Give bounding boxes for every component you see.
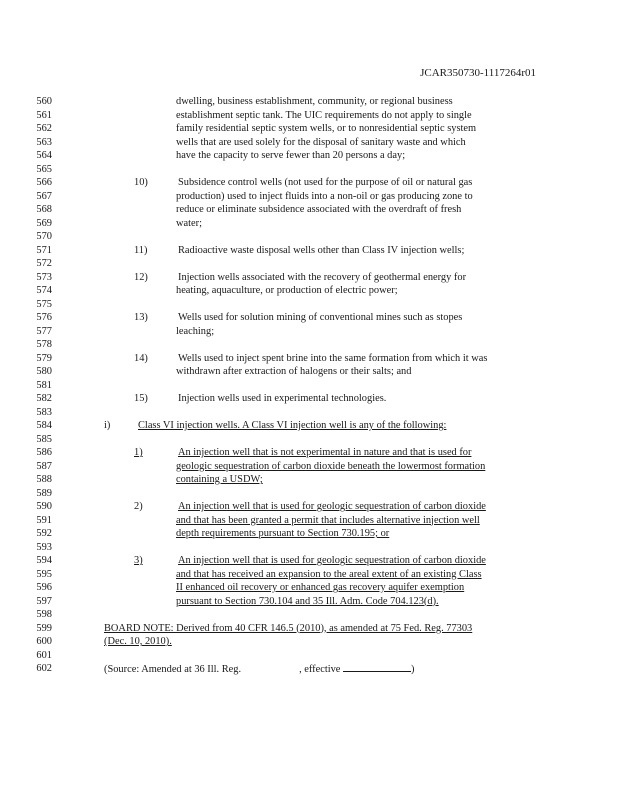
line (34, 311, 554, 325)
line-number: 596 (36, 582, 52, 593)
line-number: 566 (36, 177, 52, 188)
line-text: water; (176, 217, 202, 229)
line-number: 599 (36, 622, 52, 634)
line (34, 568, 554, 582)
line (34, 446, 554, 460)
board-note-date: (Dec. 10, 2010). (104, 636, 172, 647)
line (34, 284, 554, 298)
line-text: reduce or eliminate subsidence associated with the overdraft of fresh (176, 204, 462, 215)
line-number: 597 (36, 595, 52, 607)
line-text: Injection wells used in experimental technologies. (178, 393, 387, 404)
line (34, 554, 554, 568)
item-label: 15) (134, 393, 148, 404)
line-number: 565 (36, 163, 52, 175)
line-number: 586 (36, 447, 52, 458)
line-text: Wells used for solution mining of conventional mines such as stopes (178, 312, 463, 323)
line-text: establishment septic tank. The UIC requirements do not apply to single (176, 109, 472, 121)
line (34, 95, 554, 109)
line-number: 573 (36, 271, 52, 283)
line (34, 392, 554, 406)
line (34, 433, 554, 447)
item-label: 1) (134, 447, 143, 458)
line-number: 577 (36, 325, 52, 337)
line-text: containing a USDW; (176, 474, 263, 485)
line-number: 567 (36, 190, 52, 202)
line-number: 561 (36, 109, 52, 121)
line-number: 576 (36, 312, 52, 323)
item-label: 10) (134, 177, 148, 188)
effective-date-blank (343, 662, 411, 672)
source-close: ) (411, 664, 415, 675)
line-text: and that has been granted a permit that includes alternative injection well (176, 514, 480, 526)
line (34, 257, 554, 271)
line-number: 572 (36, 258, 52, 269)
line-text: wells that are used solely for the disposal of sanitary waste and which (176, 136, 466, 148)
line (34, 500, 554, 514)
line (34, 419, 554, 433)
item-label: 11) (134, 244, 148, 256)
line-number: 578 (36, 339, 52, 350)
line-text: Injection wells associated with the recovery of geothermal energy for (178, 271, 467, 283)
line (34, 460, 554, 474)
document-id: JCAR350730-1117264r01 (420, 67, 536, 79)
line (34, 365, 554, 379)
line-number: 569 (36, 217, 52, 229)
line (34, 122, 554, 136)
line-number: 584 (36, 420, 52, 431)
line-text: Wells used to inject spent brine into the same formation from which it was (178, 352, 488, 364)
line (34, 109, 554, 123)
line-number: 595 (36, 568, 52, 580)
line-number: 583 (36, 406, 52, 418)
line (34, 541, 554, 555)
line (34, 244, 554, 258)
line-text: Class VI injection wells. A Class VI injection well is any of the following: (138, 420, 447, 431)
line (34, 298, 554, 312)
line-text: An injection well that is used for geologic sequestration of carbon dioxide (178, 501, 486, 512)
item-label: 2) (134, 501, 143, 512)
line (34, 379, 554, 393)
line-number: 582 (36, 393, 52, 404)
line-text: family residential septic system wells, or to nonresidential septic system (176, 123, 477, 134)
line-number: 560 (36, 96, 52, 107)
line (34, 608, 554, 622)
line-text: production) used to inject fluids into a non-oil or gas producing zone to (176, 190, 473, 202)
line (34, 338, 554, 352)
line-number: 602 (36, 663, 52, 674)
line-number: 594 (36, 555, 52, 566)
line (34, 622, 554, 636)
line (34, 406, 554, 420)
line-text: leaching; (176, 325, 215, 337)
line (34, 595, 554, 609)
line (34, 649, 554, 663)
line (34, 662, 554, 676)
line-number: 589 (36, 487, 52, 499)
line (34, 514, 554, 528)
line-text: Radioactive waste disposal wells other than Class IV injection wells; (178, 244, 465, 256)
document-body (34, 95, 554, 676)
item-label: 3) (134, 555, 143, 566)
line (34, 635, 554, 649)
item-label: 14) (134, 352, 148, 364)
line-number: 580 (36, 366, 52, 377)
line (34, 203, 554, 217)
line (34, 527, 554, 541)
line-number: 591 (36, 514, 52, 526)
line-text: heating, aquaculture, or production of electric power; (176, 285, 398, 296)
line-number: 564 (36, 150, 52, 161)
line-text: withdrawn after extraction of halogens or their salts; and (176, 366, 412, 377)
line (34, 230, 554, 244)
line-number: 574 (36, 285, 52, 296)
board-note: BOARD NOTE: Derived from 40 CFR 146.5 (2010), as amended at 75 Fed. Reg. 77303 (104, 622, 473, 634)
line-number: 575 (36, 298, 52, 310)
line-number: 571 (36, 244, 52, 256)
line-text: dwelling, business establishment, community, or regional business (176, 96, 453, 107)
item-label: 13) (134, 312, 148, 323)
line (34, 581, 554, 595)
line-text: An injection well that is used for geologic sequestration of carbon dioxide (178, 555, 486, 566)
line-text: pursuant to Section 730.104 and 35 Ill. Adm. Code 704.123(d). (176, 595, 439, 607)
source-effective: , effective (299, 664, 341, 675)
line-number: 581 (36, 379, 52, 391)
line-text: Subsidence control wells (not used for the purpose of oil or natural gas (178, 177, 473, 188)
line-number: 563 (36, 136, 52, 148)
line (34, 176, 554, 190)
line-text: depth requirements pursuant to Section 730.195; or (176, 528, 390, 539)
line-number: 570 (36, 231, 52, 242)
line-number: 601 (36, 649, 52, 661)
item-label: 12) (134, 271, 148, 283)
item-label: i) (104, 420, 111, 431)
line (34, 217, 554, 231)
line (34, 163, 554, 177)
line (34, 136, 554, 150)
line (34, 149, 554, 163)
line-text: have the capacity to serve fewer than 20 persons a day; (176, 150, 406, 161)
line-number: 568 (36, 204, 52, 215)
source-note: (Source: Amended at 36 Ill. Reg. (104, 664, 242, 675)
line-number: 593 (36, 541, 52, 553)
line-text: An injection well that is not experimental in nature and that is used for (178, 447, 472, 458)
line (34, 271, 554, 285)
line-number: 585 (36, 433, 52, 445)
line (34, 487, 554, 501)
line-number: 579 (36, 352, 52, 364)
line-text: II enhanced oil recovery or enhanced gas recovery aquifer exemption (176, 582, 465, 593)
line-number: 562 (36, 123, 52, 134)
line-text: and that has received an expansion to the areal extent of an existing Class (176, 568, 482, 580)
line-number: 592 (36, 528, 52, 539)
line (34, 325, 554, 339)
line-number: 600 (36, 636, 52, 647)
line (34, 473, 554, 487)
line-number: 590 (36, 501, 52, 512)
line-number: 587 (36, 460, 52, 472)
line-number: 598 (36, 609, 52, 620)
line-text: geologic sequestration of carbon dioxide beneath the lowermost formation (176, 460, 486, 472)
line (34, 190, 554, 204)
line (34, 352, 554, 366)
line-number: 588 (36, 474, 52, 485)
